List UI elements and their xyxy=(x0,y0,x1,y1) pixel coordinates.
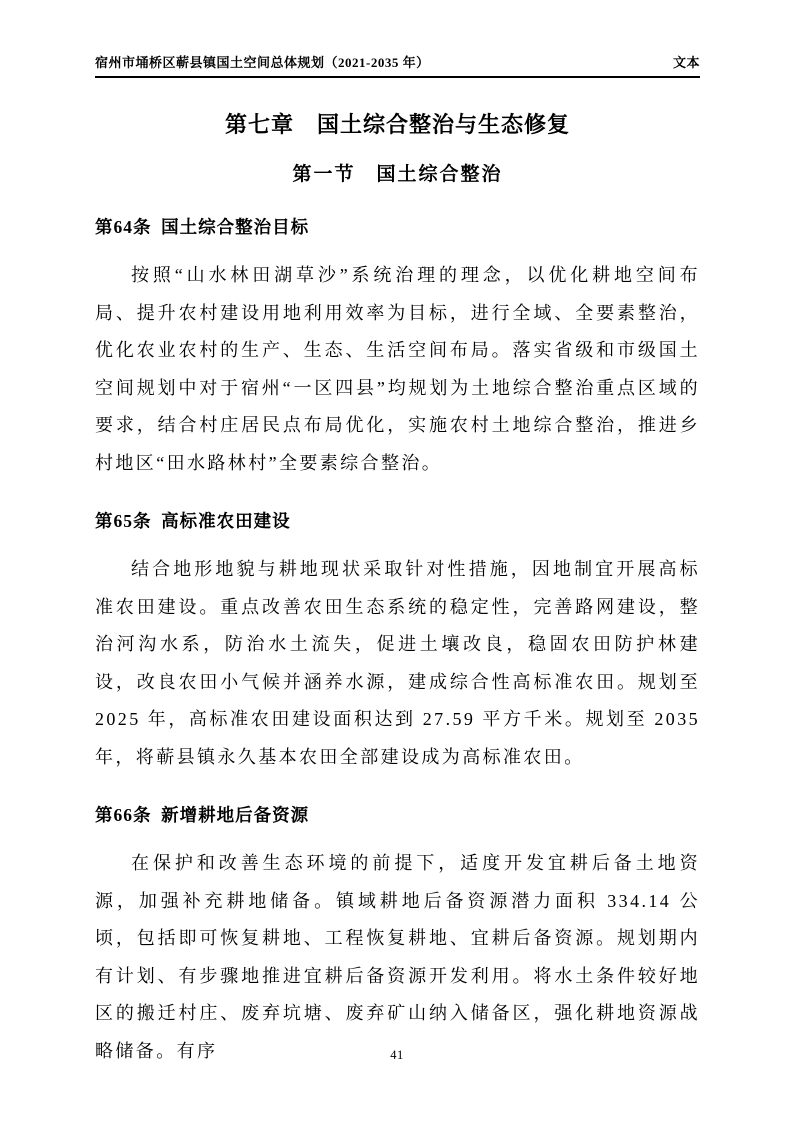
article-66-title: 新增耕地后备资源 xyxy=(161,805,310,825)
article-65 xyxy=(95,509,700,776)
header-doc-type-label: 文本 xyxy=(672,55,700,70)
page-number: 41 xyxy=(390,1048,404,1062)
section-title: 第一节 国土综合整治 xyxy=(292,164,503,185)
article-65-paragraph: 结合地形地貌与耕地现状采取针对性措施，因地制宜开展高标准农田建设。重点改善农田生态系统的稳定性，完善路网建设，整治河沟水系，防治水土流失，促进土壤改良，稳固农田防护林建设，改良农田小气候并涵养水源，建成综合性高标准农田。规划至 2025 年，高标准农田建设面积达到 27.59 平方千米。规划至 2035 年，将蕲县镇永久基本农田全部建设成为高标准农田。 xyxy=(95,559,700,767)
page-header xyxy=(95,52,700,78)
article-66-paragraph: 在保护和改善生态环境的前提下，适度开发宜耕后备土地资源，加强补充耕地储备。镇域耕地后备资源潜力面积 334.14 公顷，包括即可恢复耕地、工程恢复耕地、宜耕后备资源。规划期内有计划、有步骤地推进宜耕后备资源开发利用。将水土条件较好地区的搬迁村庄、废弃坑塘、废弃矿山纳入储备区，强化耕地资源战略储备。有序 xyxy=(95,853,700,1061)
article-64-heading xyxy=(95,215,700,239)
page-footer xyxy=(0,1048,794,1063)
article-66-heading xyxy=(95,803,700,827)
article-65-title: 高标准农田建设 xyxy=(161,511,291,531)
article-66 xyxy=(95,803,700,1070)
header-document-title: 宿州市埇桥区蕲县镇国土空间总体规划（2021-2035 年） xyxy=(95,55,430,70)
article-64 xyxy=(95,215,700,482)
article-65-heading xyxy=(95,509,700,533)
article-66-number: 第66条 xyxy=(95,805,152,825)
article-64-paragraph: 按照“山水林田湖草沙”系统治理的理念，以优化耕地空间布局、提升农村建设用地利用效率为目标，进行全域、全要素整治，优化农业农村的生产、生态、生活空间布局。落实省级和市级国土空间规划中对于宿州“一区四县”均规划为土地综合整治重点区域的要求，结合村庄居民点布局优化，实施农村土地综合整治，推进乡村地区“田水路林村”全要素综合整治。 xyxy=(95,265,700,473)
article-64-title: 国土综合整治目标 xyxy=(161,217,310,237)
article-65-number: 第65条 xyxy=(95,511,152,531)
article-64-number: 第64条 xyxy=(95,217,152,237)
chapter-title: 第七章 国土综合整治与生态修复 xyxy=(224,112,570,137)
